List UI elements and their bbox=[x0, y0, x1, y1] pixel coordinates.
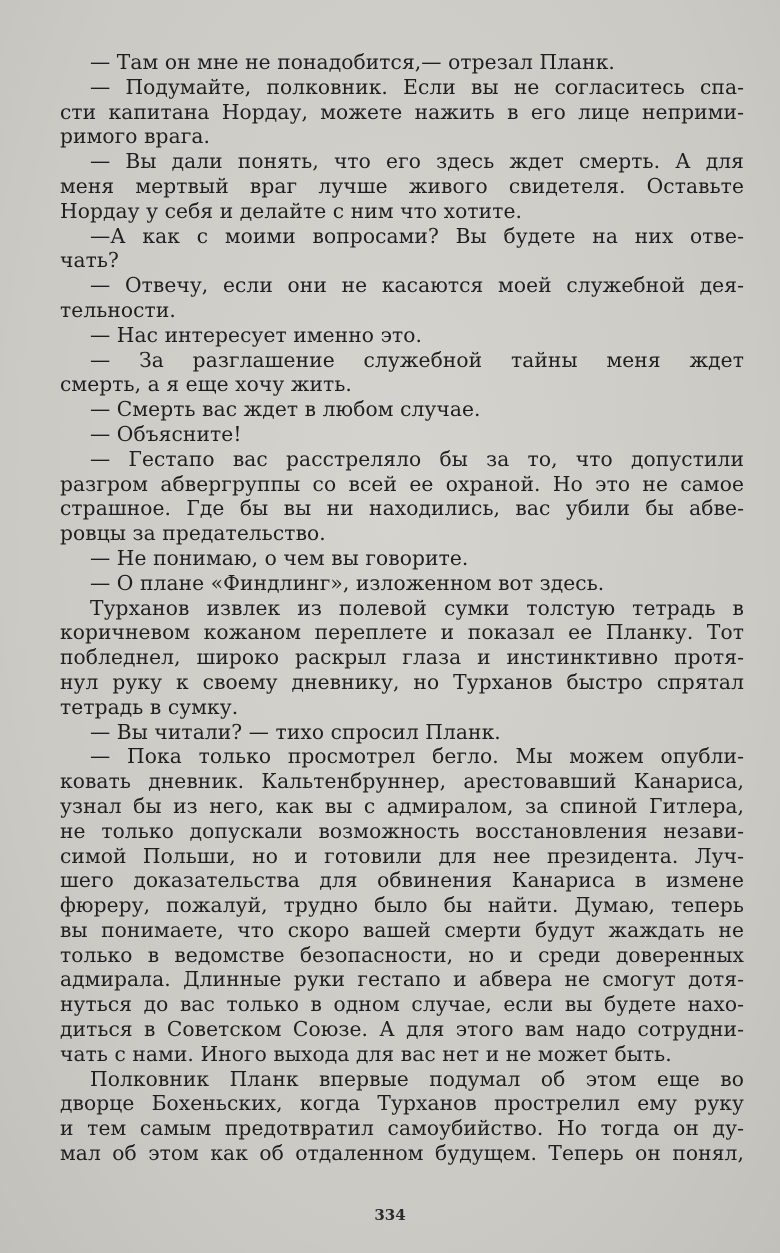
text-line: чать? bbox=[60, 248, 119, 273]
text-line: тельности. bbox=[60, 297, 176, 322]
text-line: чать с нами. Иного выхода для вас нет и не может быть. bbox=[60, 1041, 672, 1066]
text-line: смерть, а я еще хочу жить. bbox=[60, 372, 352, 397]
text-line: коричневом кожаном переплете и показал ее Планку. Тот bbox=[60, 620, 744, 645]
text-line: — Объясните! bbox=[90, 421, 242, 446]
text-line: Турханов извлек из полевой сумки толстую тетрадь в bbox=[90, 595, 744, 620]
text-line: симой Польши, но и готовили для нее президента. Луч- bbox=[60, 843, 744, 868]
text-line: мал об этом как об отдаленном будущем. Теперь он понял, bbox=[60, 1141, 744, 1166]
text-line: — Там он мне не понадобится,— отрезал Планк. bbox=[90, 50, 615, 74]
text-line: римого врага. bbox=[60, 124, 211, 149]
text-line: — Подумайте, полковник. Если вы не согласитесь спа- bbox=[90, 74, 744, 99]
text-line: страшное. Где бы вы ни находились, вас убили бы абве- bbox=[60, 496, 744, 521]
text-line: — Нас интересует именно это. bbox=[90, 322, 423, 347]
text-line: — Не понимаю, о чем вы говорите. bbox=[90, 545, 469, 570]
text-line: сти капитана Нордау, можете нажить в его лице неприми- bbox=[60, 99, 744, 124]
text-line: адмирала. Длинные руки гестапо и абвера не смогут дотя- bbox=[60, 967, 744, 992]
text-line: —А как с моими вопросами? Вы будете на них отве- bbox=[90, 223, 744, 248]
text-line: тетрадь в сумку. bbox=[60, 694, 239, 719]
text-line: не только допускали возможность восстановления незави- bbox=[60, 818, 744, 843]
text-line: разгром абвергруппы со всей ее охраной. Но это не самое bbox=[60, 471, 744, 496]
page-number: 334 bbox=[374, 1206, 406, 1224]
text-line: фюреру, пожалуй, трудно было бы найти. Думаю, теперь bbox=[60, 893, 744, 918]
text-line: — Пока только просмотрел бегло. Мы можем опубли- bbox=[90, 744, 744, 769]
text-line: дворце Бохеньских, когда Турханов прострелил ему руку bbox=[60, 1091, 744, 1116]
text-line: нуться до вас только в одном случае, если вы будете нахо- bbox=[60, 992, 744, 1017]
text-line: узнал бы из него, как вы с адмиралом, за спиной Гитлера, bbox=[60, 793, 744, 818]
text-line: — Вы читали? — тихо спросил Планк. bbox=[90, 719, 501, 744]
text-line: вы понимаете, что скоро вашей смерти будут жаждать не bbox=[60, 917, 744, 942]
text-line: нул руку к своему дневнику, но Турханов быстро спрятал bbox=[60, 669, 744, 694]
text-line: — Вы дали понять, что его здесь ждет смерть. А для bbox=[90, 149, 744, 174]
text-line: Полковник Планк впервые подумал об этом еще во bbox=[90, 1066, 744, 1091]
text-line: — Гестапо вас расстреляло бы за то, что допустили bbox=[90, 446, 744, 471]
book-page-text bbox=[60, 50, 744, 1166]
text-line: — За разглашение служебной тайны меня ждет bbox=[90, 347, 744, 372]
text-line: меня мертвый враг лучше живого свидетеля. Оставьте bbox=[60, 173, 744, 198]
text-line: — О плане «Финдлинг», изложенном вот здесь. bbox=[90, 570, 605, 595]
text-line: — Отвечу, если они не касаются моей служебной дея- bbox=[90, 273, 744, 298]
text-line: только в ведомстве безопасности, но и среди доверенных bbox=[60, 942, 744, 967]
text-line: Нордау у себя и делайте с ним что хотите. bbox=[60, 198, 523, 223]
text-line: шего доказательства для обвинения Канариса в измене bbox=[60, 868, 744, 893]
text-line: ковать дневник. Кальтенбруннер, арестовавший Канариса, bbox=[60, 769, 744, 794]
text-line: — Смерть вас ждет в любом случае. bbox=[90, 397, 481, 422]
text-line: побледнел, широко раскрыл глаза и инстинктивно протя- bbox=[60, 645, 744, 670]
text-line: диться в Советском Союзе. А для этого вам надо сотрудни- bbox=[60, 1017, 744, 1042]
text-line: ровцы за предательство. bbox=[60, 521, 326, 546]
text-line: и тем самым предотвратил самоубийство. Но тогда он ду- bbox=[60, 1116, 744, 1141]
